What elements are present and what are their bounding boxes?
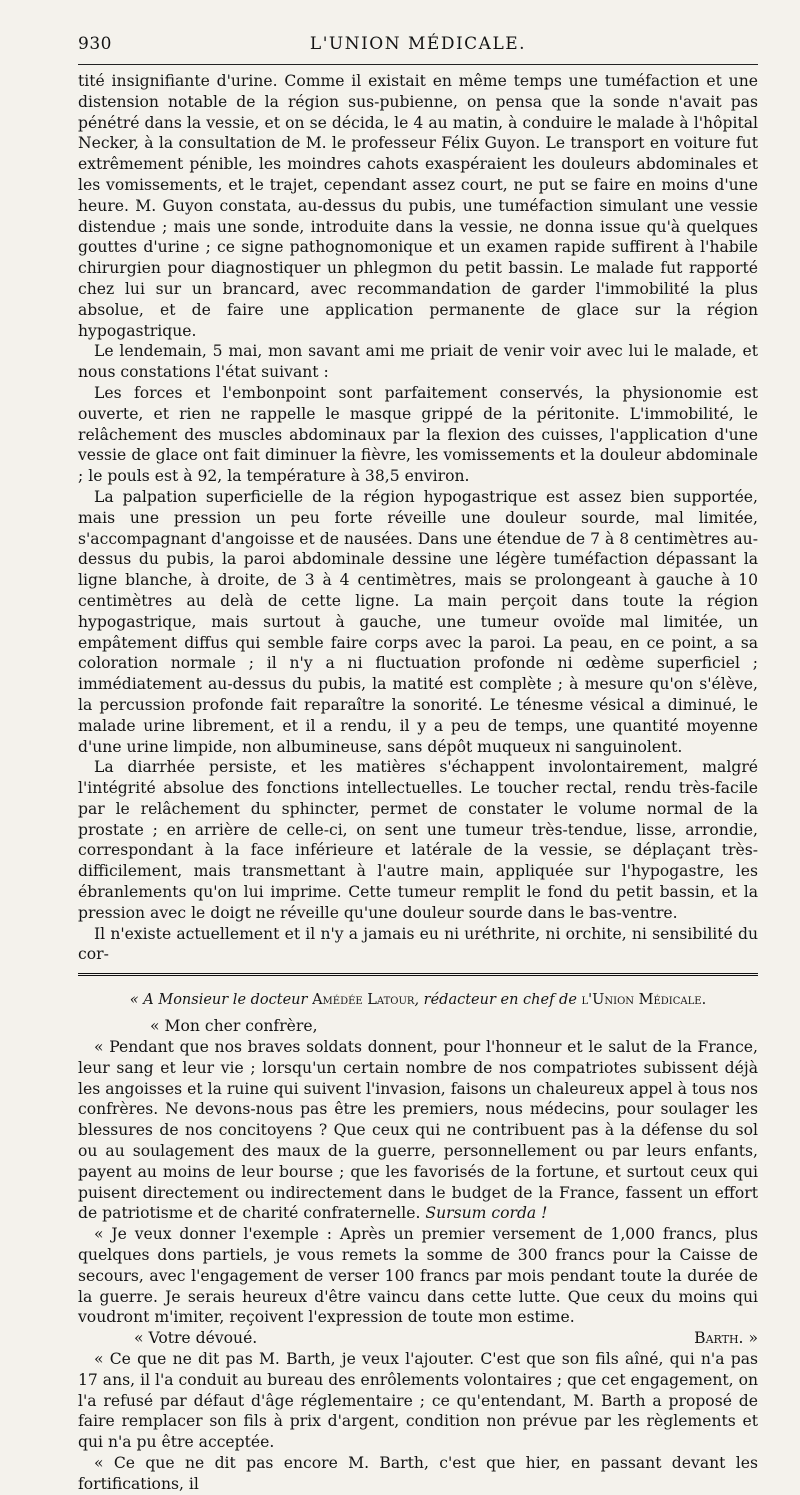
letter-motto: Sursum corda ! bbox=[425, 1204, 548, 1223]
editor-paragraph: « Ce que ne dit pas encore M. Barth, c'est que hier, en passant devant les fortifications, il bbox=[78, 1454, 758, 1493]
letter-heading-journal: l'Union Médicale. bbox=[581, 992, 707, 1009]
letter-paragraph bbox=[78, 1037, 758, 1224]
article-paragraph: Les forces et l'embonpoint sont parfaitement conservés, la physionomie est ouverte, et rien ne rappelle le masque grippé de la péritonite. L'immobilité, le relâchement des muscles abdominaux par la flexion des cuisses, l'application d'une vessie de glace ont fait diminuer la fièvre, les vomissements et la douleur abdominale ; le pouls est à 92, la température à 38,5 environ. bbox=[78, 383, 758, 486]
letter-signature: Barth. » bbox=[694, 1329, 758, 1348]
article-body bbox=[78, 71, 758, 965]
letter-closing: « Votre dévoué. bbox=[134, 1329, 258, 1348]
letter-signoff bbox=[78, 1328, 758, 1349]
article-paragraph: Le lendemain, 5 mai, mon savant ami me priait de venir voir avec lui le malade, et nous constations l'état suivant : bbox=[78, 342, 758, 382]
running-title: L'UNION MÉDICALE. bbox=[309, 34, 527, 54]
editor-paragraph: « Ce que ne dit pas M. Barth, je veux l'ajouter. C'est que son fils aîné, qui n'a pas 17 ans, il l'a conduit au bureau des enrôlements volontaires ; que cet engagement, on l'a refusé par défaut d'âge réglementaire ; ce qu'entendant, M. Barth a proposé de faire remplacer son fils à prix d'argent, condition non prévue par les règlements et qui n'a pu être acceptée. bbox=[78, 1350, 758, 1452]
page-number: 930 bbox=[78, 34, 112, 54]
section-divider bbox=[78, 973, 758, 976]
article-paragraph: tité insignifiante d'urine. Comme il existait en même temps une tuméfaction et une distension notable de la région sus-pubienne, on pensa que la sonde n'avait pas pénétré dans la vessie, et on se décida, le 4 au matin, à conduire le malade à l'hôpital Necker, à la consultation de M. le professeur Félix Guyon. Le transport en voiture fut extrêmement pénible, les moindres cahots exaspéraient les douleurs abdominales et les vomissements, et le trajet, cependant assez court, ne put se faire en moins d'une heure. M. Guyon constata, au-dessus du pubis, une tuméfaction simulant une vessie distendue ; mais une sonde, introduite dans la vessie, ne donna issue qu'à quelques gouttes d'urine ; ce signe pathognomonique et un examen rapide suffirent à l'habile chirurgien pour diagnostiquer un phlegmon du petit bassin. Le malade fut rapporté chez lui sur un brancard, avec recommandation de garder l'immobilité la plus absolue, et de faire une application permanente de glace sur la région hypogastrique. bbox=[78, 72, 758, 340]
header-rule bbox=[78, 64, 758, 65]
letter-heading-name: Amédée Latour bbox=[312, 992, 415, 1009]
letter-paragraph-text: « Pendant que nos braves soldats donnent, pour l'honneur et le salut de la France, leur sang et leur vie ; lorsqu'un certain nombre de nos compatriotes subissent déjà les angoisses et la ruine qui suivent l'invasion, faisons un chaleureux appel à tous nos confrères. Ne devons-nous pas être les premiers, nous médecins, pour soulager les blessures de nos concitoyens ? Que ceux qui ne contribuent pas à la défense du sol ou au soulagement des maux de la guerre, personnellement ou par leurs enfants, payent au moins de leur bourse ; que les favorisés de la fortune, et surtout ceux qui puisent directement ou indirectement dans le budget de la France, fassent un effort de patriotisme et de charité confraternelle. bbox=[78, 1038, 758, 1223]
letter bbox=[78, 990, 758, 1494]
letter-heading-middle: , rédacteur en chef de bbox=[414, 992, 577, 1009]
page-header bbox=[78, 30, 758, 56]
article-paragraph: La palpation superficielle de la région hypogastrique est assez bien supportée, mais une pression un peu forte réveille une douleur sourde, mal limitée, s'accompagnant d'angoisse et de nausées. Dans une étendue de 7 à 8 centimètres au-dessus du pubis, la paroi abdominale dessine une légère tuméfaction dépassant la ligne blanche, à droite, de 3 à 4 centimètres, mais se prolongeant à gauche à 10 centimètres au delà de cette ligne. La main perçoit dans toute la région hypogastrique, mais surtout à gauche, une tumeur ovoïde mal limitée, un empâtement diffus qui semble faire corps avec la paroi. La peau, en ce point, a sa coloration normale ; il n'y a ni fluctuation profonde ni œdème superficiel ; immédiatement au-dessus du pubis, la matité est complète ; à mesure qu'on s'élève, la percussion profonde fait reparaître la sonorité. Le ténesme vésical a diminué, le malade urine librement, et il a rendu, il y a peu de temps, une quantité moyenne d'une urine limpide, non albumineuse, sans dépôt muqueux ni sanguinolent. bbox=[78, 487, 758, 756]
letter-heading-prefix: « A Monsieur le docteur bbox=[129, 992, 308, 1009]
letter-paragraph: « Je veux donner l'exemple : Après un premier versement de 1,000 francs, plus quelques dons partiels, je vous remets la somme de 300 francs pour la Caisse de secours, avec l'engagement de verser 100 francs par mois pendant toute la durée de la guerre. Je serais heureux d'être vaincu dans cette lutte. Que ceux du moins qui voudront m'imiter, reçoivent l'expression de toute mon estime. bbox=[78, 1225, 758, 1327]
article-paragraph: La diarrhée persiste, et les matières s'échappent involontairement, malgré l'intégrité absolue des fonctions intellectuelles. Le toucher rectal, rendu très-facile par le relâchement du sphincter, permet de constater le volume normal de la prostate ; en arrière de celle-ci, on sent une tumeur très-tendue, lisse, arrondie, correspondant à la face inférieure et latérale de la vessie, se déplaçant très-difficilement, mais transmettant à l'autre main, appliquée sur l'hypogastre, les ébranlements qu'on lui imprime. Cette tumeur remplit le fond du petit bassin, et la pression avec le doigt ne réveille qu'une douleur sourde dans le bas-ventre. bbox=[78, 758, 758, 922]
letter-salutation: « Mon cher confrère, bbox=[150, 1017, 318, 1036]
letter-heading bbox=[78, 990, 758, 1010]
article-paragraph: Il n'existe actuellement et il n'y a jamais eu ni uréthrite, ni orchite, ni sensibilité du cor- bbox=[78, 924, 758, 964]
